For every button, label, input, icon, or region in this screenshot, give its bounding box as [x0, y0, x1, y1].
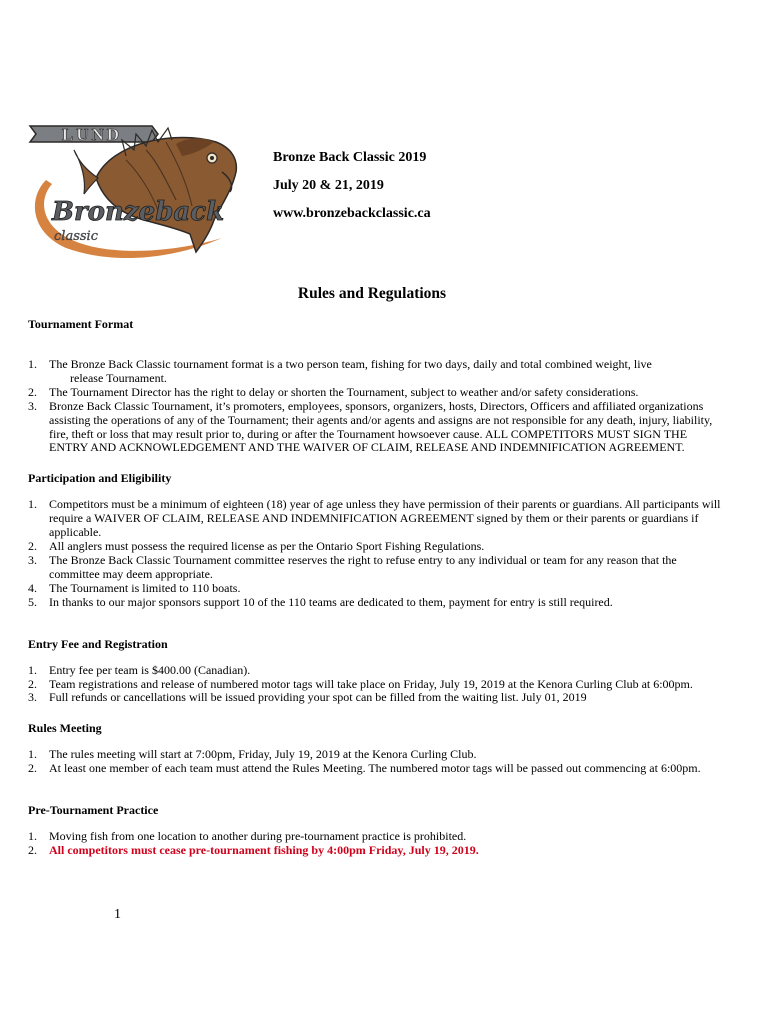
list-text: Bronze Back Classic Tournament, it’s promoters, employees, sponsors, organizers, hosts, Directors, Officers and affiliated organizations assisting the operations of any of the Tournament; their agents and/or agents and assigns are not responsible for any death, injury, liability, fire, theft or loss that may result prior to, during or after the Tournament howsoever cause. ALL COMPETITORS MUST SIGN THE ENTRY AND ACKNOWLEDGEMENT AND THE WAIVER OF CLAIM, RELEASE AND INDEMNIFICATION AGREEMENT.: [49, 398, 713, 455]
list-item: [28, 582, 728, 596]
list-item: [28, 554, 728, 582]
section-heading-entry-fee: Entry Fee and Registration: [28, 636, 168, 651]
event-website: www.bronzebackclassic.ca: [273, 206, 431, 221]
list-text: Moving fish from one location to another during pre-tournament practice is prohibited.: [49, 829, 467, 844]
list-number: 1.: [28, 357, 37, 371]
section-heading-participation: Participation and Eligibility: [28, 471, 172, 486]
list-number: 2.: [28, 761, 37, 776]
list-text: At least one member of each team must attend the Rules Meeting. The numbered motor tags will be passed out commencing at 6:00pm.: [49, 761, 701, 776]
list-number: 3.: [28, 552, 37, 567]
lund-banner: [30, 125, 158, 144]
list-number: 1.: [28, 662, 37, 677]
list-item: [28, 386, 728, 400]
rules-meeting-list: [28, 748, 728, 776]
page-title: Rules and Regulations: [297, 285, 447, 302]
list-number: 2.: [28, 539, 37, 554]
event-header: [273, 150, 431, 234]
tournament-format-list: [28, 358, 728, 455]
list-text-continuation: release Tournament.: [70, 370, 167, 385]
list-text: The rules meeting will start at 7:00pm, Friday, July 19, 2019 at the Kenora Curling Club.: [49, 747, 477, 762]
bronzeback-script-text: Bronzeback: [52, 197, 225, 227]
list-text: The Bronze Back Classic Tournament committee reserves the right to refuse entry to any individual or team for any reason that the committee may deem appropriate.: [49, 552, 677, 581]
list-text-warning: All competitors must cease pre-tournament fishing by 4:00pm Friday, July 19, 2019.: [49, 843, 479, 858]
classic-script-text: classic: [54, 229, 98, 244]
list-text: The Tournament is limited to 110 boats.: [49, 580, 241, 595]
page-number: 1: [114, 907, 121, 922]
list-item: [28, 540, 728, 554]
list-number: 5.: [28, 594, 37, 609]
pre-tournament-list: [28, 830, 728, 858]
list-item: [28, 830, 728, 844]
list-item: [28, 400, 728, 456]
section-heading-rules-meeting: Rules Meeting: [28, 721, 102, 736]
list-text: The Bronze Back Classic tournament format is a two person team, fishing for two days, daily and total combined weight, live: [49, 357, 652, 371]
list-text: Entry fee per team is $400.00 (Canadian).: [49, 662, 251, 677]
list-item: [28, 678, 728, 692]
list-number: 3.: [28, 398, 37, 413]
list-number: 1.: [28, 497, 37, 512]
list-text: All anglers must possess the required license as per the Ontario Sport Fishing Regulations.: [49, 539, 485, 554]
list-item: [28, 691, 728, 705]
event-title: Bronze Back Classic 2019: [273, 150, 427, 165]
bass-fish-illustration: [74, 128, 236, 252]
entry-fee-list: [28, 664, 728, 706]
event-dates: July 20 & 21, 2019: [273, 178, 384, 193]
list-number: 3.: [28, 690, 37, 705]
list-number: 2.: [28, 384, 37, 399]
list-number: 2.: [28, 676, 37, 691]
list-text: The Tournament Director has the right to delay or shorten the Tournament, subject to weather and/or safety considerations.: [49, 384, 639, 399]
list-text: Team registrations and release of numbered motor tags will take place on Friday, July 19, 2019 at the Kenora Curling Club at 6:00pm.: [49, 676, 693, 691]
lund-logo-text: LUND: [61, 125, 123, 144]
list-item: [28, 664, 728, 678]
list-item: [28, 748, 728, 762]
participation-list: [28, 498, 728, 609]
section-heading-tournament-format: Tournament Format: [28, 317, 134, 331]
list-item: [28, 762, 728, 776]
list-item: [28, 498, 728, 540]
list-number: 4.: [28, 580, 37, 595]
list-number: 1.: [28, 747, 37, 762]
list-text: Full refunds or cancellations will be issued providing your spot can be filled from the waiting list. July 01, 2019: [49, 690, 587, 705]
list-item: [28, 358, 728, 386]
list-number: 1.: [28, 829, 37, 844]
bronzeback-classic-logo: [26, 120, 242, 268]
rules-content: [28, 317, 728, 858]
list-text: Competitors must be a minimum of eighteen (18) year of age unless they have permission of their parents or guardians. All participants will require a WAIVER OF CLAIM, RELEASE AND INDEMNIFICATION AGREEMENT signed by them or their parents or guardians if applicable.: [49, 497, 721, 540]
section-heading-pre-tournament: Pre-Tournament Practice: [28, 803, 159, 818]
list-item: [28, 844, 728, 858]
list-text: In thanks to our major sponsors support 10 of the 110 teams are dedicated to them, payment for entry is still required.: [49, 594, 613, 609]
list-number: 2.: [28, 843, 37, 858]
list-item: [28, 596, 728, 610]
